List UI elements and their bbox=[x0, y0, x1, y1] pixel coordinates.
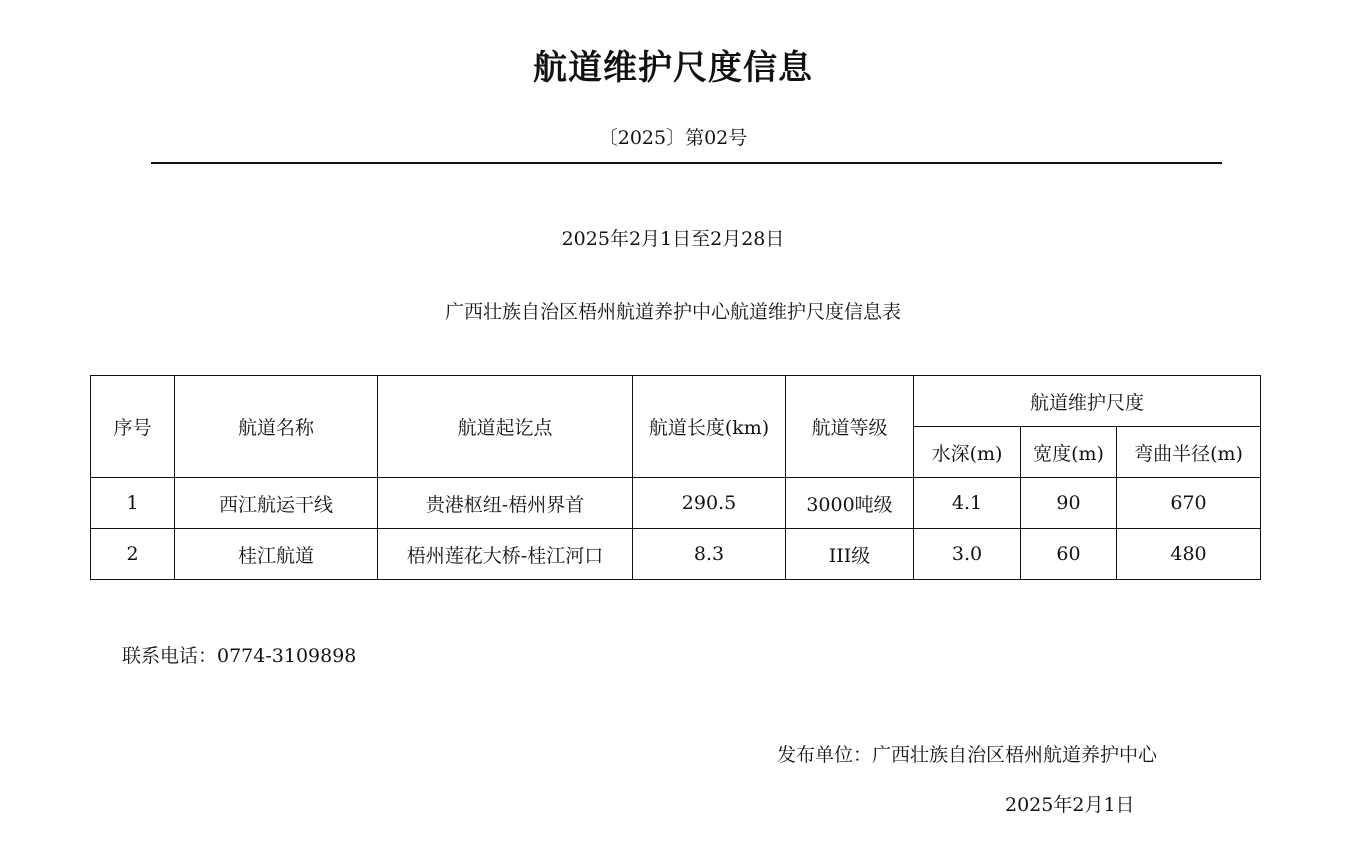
publish-date: 2025年2月1日 bbox=[1005, 794, 1135, 816]
cell-index: 2 bbox=[91, 529, 175, 580]
table-row bbox=[91, 529, 1261, 580]
contact-phone: 联系电话：0774-3109898 bbox=[122, 645, 357, 667]
cell-bend-radius: 480 bbox=[1117, 529, 1261, 580]
header-dimensions-group: 航道维护尺度 bbox=[914, 376, 1261, 427]
cell-endpoints: 贵港枢纽-梧州界首 bbox=[378, 478, 633, 529]
table-caption: 广西壮族自治区梧州航道养护中心航道维护尺度信息表 bbox=[444, 301, 901, 323]
channel-dimensions-table bbox=[90, 375, 1261, 580]
cell-width: 90 bbox=[1021, 478, 1117, 529]
table-header-row bbox=[91, 376, 1261, 427]
cell-depth: 3.0 bbox=[914, 529, 1021, 580]
cell-endpoints: 梧州莲花大桥-桂江河口 bbox=[378, 529, 633, 580]
cell-grade: 3000吨级 bbox=[786, 478, 914, 529]
cell-length: 290.5 bbox=[633, 478, 786, 529]
cell-depth: 4.1 bbox=[914, 478, 1021, 529]
header-width: 宽度(m) bbox=[1021, 427, 1117, 478]
table-row bbox=[91, 478, 1261, 529]
cell-grade: III级 bbox=[786, 529, 914, 580]
cell-width: 60 bbox=[1021, 529, 1117, 580]
header-bend-radius: 弯曲半径(m) bbox=[1117, 427, 1261, 478]
header-endpoints: 航道起讫点 bbox=[378, 376, 633, 478]
header-divider bbox=[151, 162, 1222, 164]
cell-length: 8.3 bbox=[633, 529, 786, 580]
validity-period: 2025年2月1日至2月28日 bbox=[561, 228, 785, 250]
header-length: 航道长度(km) bbox=[633, 376, 786, 478]
header-depth: 水深(m) bbox=[914, 427, 1021, 478]
cell-index: 1 bbox=[91, 478, 175, 529]
cell-channel-name: 西江航运干线 bbox=[175, 478, 378, 529]
publisher: 发布单位：广西壮族自治区梧州航道养护中心 bbox=[777, 744, 1158, 766]
document-title: 航道维护尺度信息 bbox=[533, 48, 813, 88]
cell-channel-name: 桂江航道 bbox=[175, 529, 378, 580]
header-channel-name: 航道名称 bbox=[175, 376, 378, 478]
header-index: 序号 bbox=[91, 376, 175, 478]
document-number: 〔2025〕第02号 bbox=[598, 127, 748, 149]
header-grade: 航道等级 bbox=[786, 376, 914, 478]
cell-bend-radius: 670 bbox=[1117, 478, 1261, 529]
